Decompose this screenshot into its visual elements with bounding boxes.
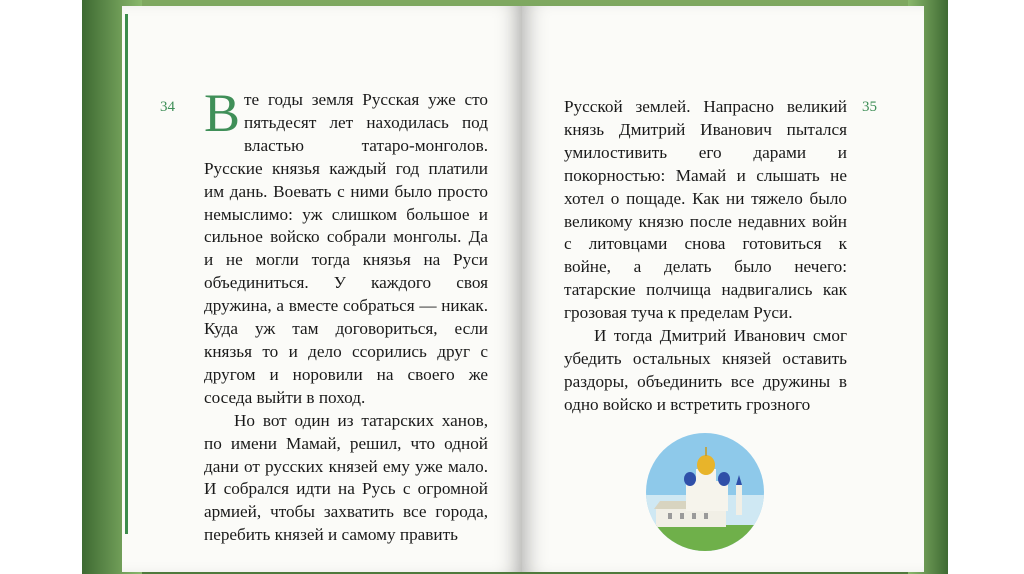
page-number-right: 35 bbox=[862, 99, 877, 115]
left-paragraph-2: Но вот один из татарских ханов, по имени Мамай, решил, что одной дани от русских князей ему уже мало. И собрался идти на Русь с огромной армией, чтобы захватить все города, перебить князей и самому править bbox=[204, 410, 488, 545]
monastery-illustration bbox=[646, 433, 764, 551]
right-page-text bbox=[564, 96, 847, 417]
right-paragraph-1: Русской землей. Напрасно великий князь Дмитрий Иванович пытался умилостивить его дарами и покорностью: Мамай и слышать не хотел о пощаде. Как ни тяжело было великому князю после недавних войн с литовцами снова готовиться к войне, а делать было нечего: татарские полчища надвигались как грозовая туча к пределам Руси. bbox=[564, 97, 847, 323]
left-paragraph-1-text: те годы земля Русская уже сто пятьдесят лет находилась под властью татаро-монголов. Русские князья каждый год платили им дань. Воевать с ними было просто немыслимо: уж слишком большое и сильное войско собрали монголы. Да и не могли тогда князья на Руси объединиться. У каждого своя дружина, а вместе собраться — никак. Куда уж там договориться, если князья то и дело ссорились друг с другом и норовили на своего же соседа выйти в поход. bbox=[204, 90, 488, 407]
left-paragraph-1 bbox=[204, 83, 488, 410]
page-edge-line bbox=[125, 14, 128, 534]
page-number-left: 34 bbox=[160, 99, 175, 115]
drop-cap-letter: В bbox=[204, 83, 241, 143]
monastery-vignette-icon bbox=[646, 433, 764, 551]
left-page-text bbox=[204, 83, 488, 547]
right-paragraph-2: И тогда Дмитрий Иванович смог убедить остальных князей оставить раздоры, объединить все дружины в одно войско и встретить грозного bbox=[564, 326, 847, 414]
